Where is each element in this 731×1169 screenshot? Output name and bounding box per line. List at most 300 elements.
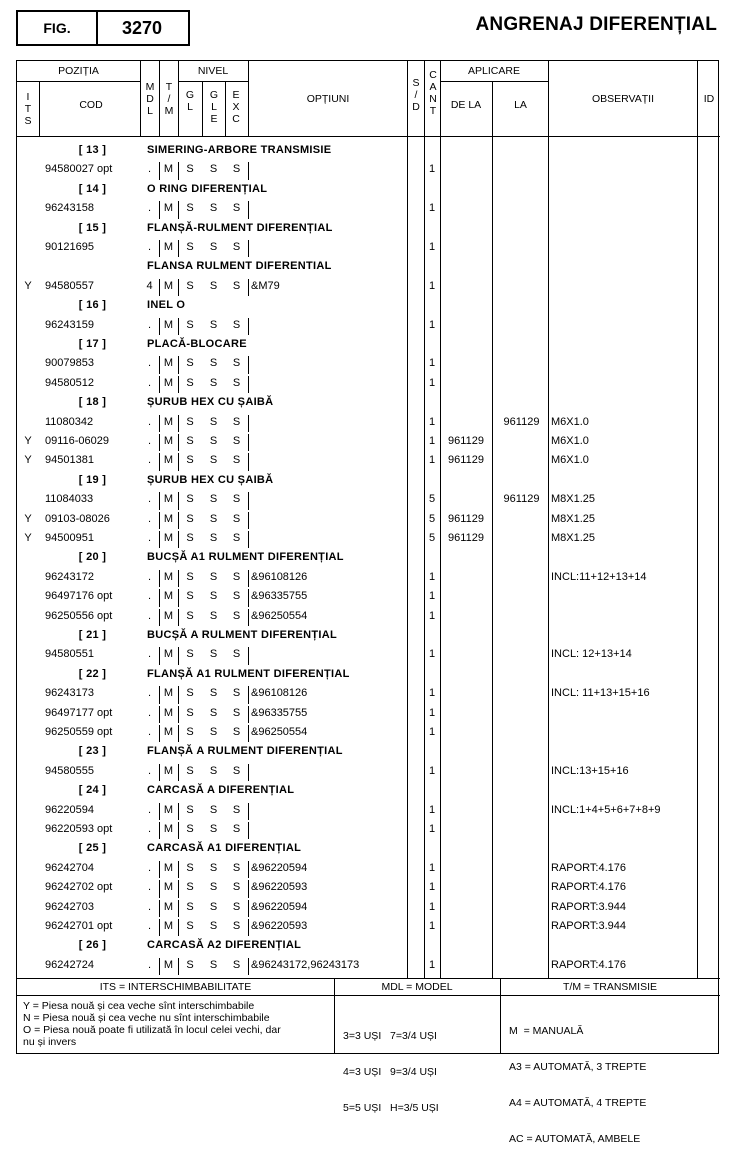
table-row (17, 277, 720, 296)
table-row (17, 801, 720, 820)
cell-cod: 94580551 (45, 648, 94, 661)
cell-gl: S (186, 454, 194, 467)
cell-mdl: . (147, 493, 152, 506)
cell-mdl: . (147, 609, 152, 622)
cell-opt: &96250554 (251, 609, 308, 622)
cell-tm: M (163, 493, 174, 506)
figure-number: 3270 (121, 17, 163, 38)
legend-tm-line: A3 = AUTOMATĂ, 3 TREPTE (509, 1061, 647, 1073)
cell-gle: S (209, 279, 218, 292)
cell-gle: S (209, 318, 218, 331)
cell-mdl: . (147, 687, 152, 700)
cell-gle: S (209, 454, 218, 467)
section-header-row (17, 335, 720, 354)
cell-exc: S (232, 648, 241, 661)
cell-opt: &96108126 (251, 687, 308, 700)
cell-exc: S (232, 570, 241, 583)
cell-cod: 94580557 (45, 279, 94, 292)
cell-exc: S (232, 376, 241, 389)
cell-tm: M (163, 435, 174, 447)
legend-its-line: N = Piesa nouă și cea veche nu sînt interschimbabile (23, 1012, 270, 1024)
cell-gl: S (186, 823, 194, 835)
cell-exc: S (232, 415, 241, 428)
legend-mdl-line: 4=3 UȘI 9=3/4 UȘI (343, 1066, 437, 1078)
cell-gl: S (186, 532, 194, 544)
header-observatii: OBSERVAȚII (591, 93, 655, 105)
cell-gle: S (209, 687, 218, 700)
cell-gl: S (186, 764, 194, 777)
cell-gl: S (186, 590, 194, 603)
table-row (17, 859, 720, 878)
cell-cod: 94500951 (45, 532, 94, 544)
cell-obs: M6X1.0 (551, 454, 589, 467)
cell-gle: S (209, 764, 218, 777)
table-row (17, 238, 720, 257)
legend-its-line: Y = Piesa nouă și cea veche sînt interschimbabile (23, 1000, 255, 1012)
section-header-row (17, 219, 720, 238)
header-exc: E X C (232, 89, 240, 125)
header-cod: COD (79, 99, 103, 111)
section-header-row (17, 626, 720, 645)
cell-gle: S (209, 958, 218, 971)
legend-its-line: nu și invers (23, 1036, 77, 1048)
legend-mdl-line: 5=5 UȘI H=3/5 UȘI (343, 1102, 439, 1114)
cell-cant: 1 (428, 415, 436, 428)
header-gl: G L (185, 89, 195, 113)
section-title: ȘURUB HEX CU ȘAIBĂ (147, 473, 274, 486)
section-header-row (17, 393, 720, 412)
cell-exc: S (232, 687, 241, 700)
cell-cant: 1 (428, 920, 436, 932)
cell-gle: S (209, 803, 218, 816)
table-row (17, 956, 720, 975)
table-row (17, 432, 720, 451)
cell-gle: S (209, 726, 218, 738)
cell-exc: S (232, 532, 241, 544)
cell-mdl: . (147, 958, 152, 971)
cell-tm: M (163, 357, 174, 370)
section-title: FLANSA RULMENT DIFERENTIAL (147, 260, 332, 273)
table-row (17, 413, 720, 432)
section-header-row (17, 471, 720, 490)
section-number: [ 14 ] (78, 182, 107, 195)
legend-its-list (23, 1000, 331, 1048)
cell-mdl: . (147, 920, 152, 932)
cell-exc: S (232, 609, 241, 622)
cell-tm: M (163, 415, 174, 428)
table-row (17, 704, 720, 723)
cell-cod: 96497177 opt (45, 706, 113, 719)
cell-tm: M (163, 570, 174, 583)
cell-gle: S (209, 357, 218, 370)
cell-opt: &96108126 (251, 570, 308, 583)
section-header-row (17, 839, 720, 858)
cell-exc: S (232, 881, 241, 894)
cell-mdl: . (147, 823, 152, 835)
cell-tm: M (163, 279, 174, 292)
cell-gle: S (209, 512, 218, 525)
cell-tm: M (163, 609, 174, 622)
cell-tm: M (163, 900, 174, 913)
cell-gle: S (209, 609, 218, 622)
cell-mdl: . (147, 648, 152, 661)
cell-mdl: . (147, 454, 152, 467)
section-title: CARCASĂ A1 DIFERENȚIAL (147, 842, 302, 855)
legend-mdl-list (343, 1006, 499, 1138)
cell-tm: M (163, 454, 174, 467)
legend-tm-title: T/M = TRANSMISIE (562, 981, 658, 993)
cell-cant: 1 (428, 279, 436, 292)
cell-exc: S (232, 861, 241, 874)
cell-cant: 1 (428, 900, 436, 913)
cell-exc: S (232, 454, 241, 467)
cell-cod: 94580555 (45, 764, 94, 777)
cell-tm: M (163, 823, 174, 835)
cell-mdl: 4 (146, 279, 153, 292)
cell-obs: INCL: 11+13+15+16 (551, 687, 650, 700)
cell-tm: M (163, 376, 174, 389)
cell-gl: S (186, 648, 194, 661)
cell-cant: 5 (428, 493, 436, 506)
cell-gle: S (209, 823, 218, 835)
table-row (17, 316, 720, 335)
section-title: SIMERING-ARBORE TRANSMISIE (147, 144, 332, 156)
header-sd: S / D (412, 77, 420, 113)
table-row (17, 374, 720, 393)
table-row (17, 199, 720, 218)
cell-cant: 1 (428, 454, 436, 467)
cell-mdl: . (147, 570, 152, 583)
cell-gl: S (186, 609, 194, 622)
cell-obs: RAPORT:4.176 (551, 881, 627, 894)
cell-dela: 961129 (448, 454, 484, 467)
table-row (17, 529, 720, 548)
table-row (17, 762, 720, 781)
table-row (17, 510, 720, 529)
table-body (17, 141, 720, 977)
header-its: I T S (24, 91, 32, 127)
cell-cant: 1 (428, 881, 436, 894)
cell-gl: S (186, 803, 194, 816)
cell-tm: M (163, 590, 174, 603)
cell-exc: S (232, 958, 241, 971)
cell-gle: S (209, 415, 218, 428)
cell-tm: M (163, 764, 174, 777)
legend-tm-line: A4 = AUTOMATĂ, 4 TREPTE (509, 1097, 647, 1109)
section-title: ȘURUB HEX CU ȘAIBĂ (147, 396, 274, 409)
section-header-row (17, 548, 720, 567)
cell-exc: S (232, 279, 241, 292)
cell-tm: M (163, 958, 174, 971)
table-row (17, 451, 720, 470)
cell-gl: S (186, 512, 194, 525)
header-dela: DE LA (450, 99, 482, 111)
cell-gl: S (186, 687, 194, 700)
header-optiuni: OPȚIUNI (306, 93, 350, 105)
cell-cod: 09116-06029 (45, 435, 110, 447)
cell-tm: M (163, 532, 174, 544)
cell-mdl: . (147, 881, 152, 894)
cell-obs: RAPORT:3.944 (551, 900, 627, 913)
cell-cod: 96242703 (45, 900, 94, 913)
cell-tm: M (163, 202, 174, 215)
cell-cant: 1 (428, 823, 436, 835)
cell-cod: 94580027 opt (45, 163, 113, 176)
cell-cod: 96250556 opt (45, 609, 113, 622)
cell-tm: M (163, 920, 174, 932)
cell-cod: 96242702 opt (45, 881, 113, 894)
table-row (17, 917, 720, 936)
cell-cant: 1 (428, 376, 436, 389)
cell-cant: 1 (428, 202, 436, 215)
cell-cant: 1 (428, 590, 436, 603)
cell-obs: INCL:1+4+5+6+7+8+9 (551, 803, 661, 816)
cell-gle: S (209, 376, 218, 389)
cell-mdl: . (147, 415, 152, 428)
legend-mdl-title: MDL = MODEL (381, 981, 453, 993)
cell-dela: 961129 (448, 512, 484, 525)
table-row (17, 568, 720, 587)
cell-exc: S (232, 163, 241, 176)
cell-la: 961129 (503, 415, 540, 428)
cell-mdl: . (147, 202, 152, 215)
cell-tm: M (163, 318, 174, 331)
section-header-row (17, 257, 720, 276)
cell-opt: &96250554 (251, 726, 308, 738)
cell-cant: 5 (428, 512, 436, 525)
cell-exc: S (232, 590, 241, 603)
section-number: [ 23 ] (78, 745, 107, 758)
cell-gle: S (209, 163, 218, 176)
cell-obs: INCL:13+15+16 (551, 764, 629, 777)
section-title: PLACĂ-BLOCARE (147, 338, 247, 350)
cell-tm: M (163, 512, 174, 525)
header-cant: C A N T (429, 69, 437, 117)
cell-cod: 96243172 (45, 570, 94, 583)
cell-cod: 96243173 (45, 687, 94, 700)
cell-opt: &96243172,96243173 (251, 958, 360, 971)
cell-cant: 1 (428, 706, 436, 719)
cell-cant: 5 (428, 532, 436, 544)
cell-opt: &96220593 (251, 920, 308, 932)
cell-gle: S (209, 900, 218, 913)
cell-gl: S (186, 881, 194, 894)
cell-exc: S (232, 920, 241, 932)
cell-cant: 1 (428, 764, 436, 777)
cell-gl: S (186, 726, 194, 738)
cell-tm: M (163, 803, 174, 816)
cell-gl: S (186, 706, 194, 719)
cell-cod: 96220594 (45, 803, 94, 816)
cell-gl: S (186, 163, 194, 176)
cell-its: Y (24, 512, 32, 525)
cell-exc: S (232, 726, 241, 738)
cell-mdl: . (147, 357, 152, 370)
cell-cod: 11084033 (45, 493, 94, 506)
cell-tm: M (163, 163, 174, 176)
cell-mdl: . (147, 163, 152, 176)
section-number: [ 16 ] (78, 299, 107, 312)
legend-its-title: ITS = INTERSCHIMBABILITATE (99, 981, 252, 993)
table-row (17, 645, 720, 664)
cell-gle: S (209, 920, 218, 932)
cell-exc: S (232, 823, 241, 835)
cell-obs: M6X1.0 (551, 415, 589, 428)
cell-gle: S (209, 570, 218, 583)
table-row (17, 607, 720, 626)
cell-cod: 96242704 (45, 861, 94, 874)
cell-gl: S (186, 493, 194, 506)
table-row (17, 587, 720, 606)
cell-la: 961129 (503, 493, 540, 506)
page-title: ANGRENAJ DIFERENȚIAL (475, 14, 717, 35)
cell-cod: 96250559 opt (45, 726, 113, 738)
cell-mdl: . (147, 435, 152, 447)
cell-exc: S (232, 202, 241, 215)
section-number: [ 22 ] (78, 667, 107, 680)
cell-gl: S (186, 920, 194, 932)
section-title: INEL O (147, 299, 186, 312)
cell-dela: 961129 (448, 532, 484, 544)
cell-mdl: . (147, 376, 152, 389)
cell-gl: S (186, 958, 194, 971)
cell-mdl: . (147, 706, 152, 719)
cell-obs: RAPORT:3.944 (551, 920, 627, 932)
cell-exc: S (232, 318, 241, 331)
header-id: ID (703, 93, 715, 105)
cell-cant: 1 (428, 163, 436, 176)
cell-cant: 1 (428, 726, 436, 738)
cell-exc: S (232, 706, 241, 719)
cell-mdl: . (147, 241, 152, 253)
cell-mdl: . (147, 861, 152, 874)
cell-cod: 96220593 opt (45, 823, 113, 835)
table-row (17, 684, 720, 703)
header-tm: T / M (164, 81, 174, 117)
section-title: FLANȘĂ A RULMENT DIFERENȚIAL (147, 745, 343, 758)
cell-gl: S (186, 279, 194, 292)
cell-gle: S (209, 861, 218, 874)
cell-its: Y (24, 454, 32, 467)
section-number: [ 13 ] (78, 144, 107, 156)
cell-opt: &96220594 (251, 861, 308, 874)
cell-gle: S (209, 706, 218, 719)
cell-its: Y (24, 279, 32, 292)
header-la: LA (514, 99, 527, 111)
cell-exc: S (232, 435, 241, 447)
legend-its-line: O = Piesa nouă poate fi utilizată în locul celei vechi, dar (23, 1024, 281, 1036)
cell-cod: 96243159 (45, 318, 94, 331)
cell-opt: &96220593 (251, 881, 308, 894)
cell-tm: M (163, 726, 174, 738)
cell-gl: S (186, 900, 194, 913)
section-title: O RING DIFERENȚIAL (147, 182, 268, 195)
cell-mdl: . (147, 726, 152, 738)
section-number: [ 24 ] (78, 784, 107, 797)
cell-gl: S (186, 861, 194, 874)
section-header-row (17, 936, 720, 955)
section-title: FLANȘĂ A1 RULMENT DIFERENȚIAL (147, 667, 350, 680)
cell-obs: M8X1.25 (551, 532, 596, 544)
cell-cod: 90079853 (45, 357, 94, 370)
cell-gle: S (209, 202, 218, 215)
header-nivel: NIVEL (197, 65, 229, 77)
section-number: [ 15 ] (78, 221, 107, 234)
section-number: [ 26 ] (78, 939, 107, 952)
section-number: [ 21 ] (78, 629, 107, 641)
cell-mdl: . (147, 764, 152, 777)
cell-gl: S (186, 357, 194, 370)
section-header-row (17, 180, 720, 199)
figure-box (16, 10, 190, 46)
legend-mdl-line: 3=3 UȘI 7=3/4 UȘI (343, 1030, 437, 1042)
cell-exc: S (232, 357, 241, 370)
cell-mdl: . (147, 900, 152, 913)
cell-obs: RAPORT:4.176 (551, 861, 627, 874)
cell-gl: S (186, 376, 194, 389)
table-row (17, 723, 720, 742)
cell-cod: 94501381 (45, 454, 94, 467)
section-title: CARCASĂ A DIFERENȚIAL (147, 784, 295, 797)
legend-tm-line: AC = AUTOMATĂ, AMBELE (509, 1133, 641, 1145)
cell-mdl: . (147, 318, 152, 331)
cell-opt: &96335755 (251, 590, 308, 603)
cell-cant: 1 (428, 357, 436, 370)
cell-tm: M (163, 881, 174, 894)
section-number: [ 25 ] (78, 842, 107, 855)
section-title: BUCȘĂ A1 RULMENT DIFERENȚIAL (147, 551, 344, 564)
cell-cod: 96497176 opt (45, 590, 113, 603)
cell-mdl: . (147, 803, 152, 816)
cell-gl: S (186, 318, 194, 331)
cell-gl: S (186, 202, 194, 215)
cell-obs: INCL: 12+13+14 (551, 648, 632, 661)
cell-cant: 1 (428, 648, 436, 661)
cell-gle: S (209, 493, 218, 506)
cell-exc: S (232, 900, 241, 913)
cell-cant: 1 (428, 318, 436, 331)
parts-table (16, 60, 719, 1145)
cell-gle: S (209, 435, 218, 447)
cell-gle: S (209, 590, 218, 603)
cell-cant: 1 (428, 241, 436, 253)
cell-cod: 96242701 opt (45, 920, 113, 932)
cell-gl: S (186, 435, 194, 447)
section-number: [ 18 ] (78, 396, 107, 409)
cell-gl: S (186, 415, 194, 428)
cell-mdl: . (147, 532, 152, 544)
cell-cant: 1 (428, 609, 436, 622)
cell-exc: S (232, 803, 241, 816)
table-row (17, 354, 720, 373)
cell-gl: S (186, 570, 194, 583)
cell-obs: M8X1.25 (551, 512, 596, 525)
header-gle: G L E (209, 89, 219, 125)
cell-cant: 1 (428, 803, 436, 816)
header-pozitia: POZIȚIA (58, 65, 99, 77)
section-number: [ 17 ] (78, 338, 107, 350)
cell-tm: M (163, 648, 174, 661)
table-row (17, 490, 720, 509)
section-title: FLANȘĂ-RULMENT DIFERENȚIAL (147, 221, 333, 234)
table-row (17, 898, 720, 917)
cell-cant: 1 (428, 435, 436, 447)
cell-gle: S (209, 241, 218, 253)
figure-label: FIG. (18, 12, 98, 44)
cell-exc: S (232, 512, 241, 525)
cell-its: Y (24, 532, 32, 544)
section-header-row (17, 296, 720, 315)
